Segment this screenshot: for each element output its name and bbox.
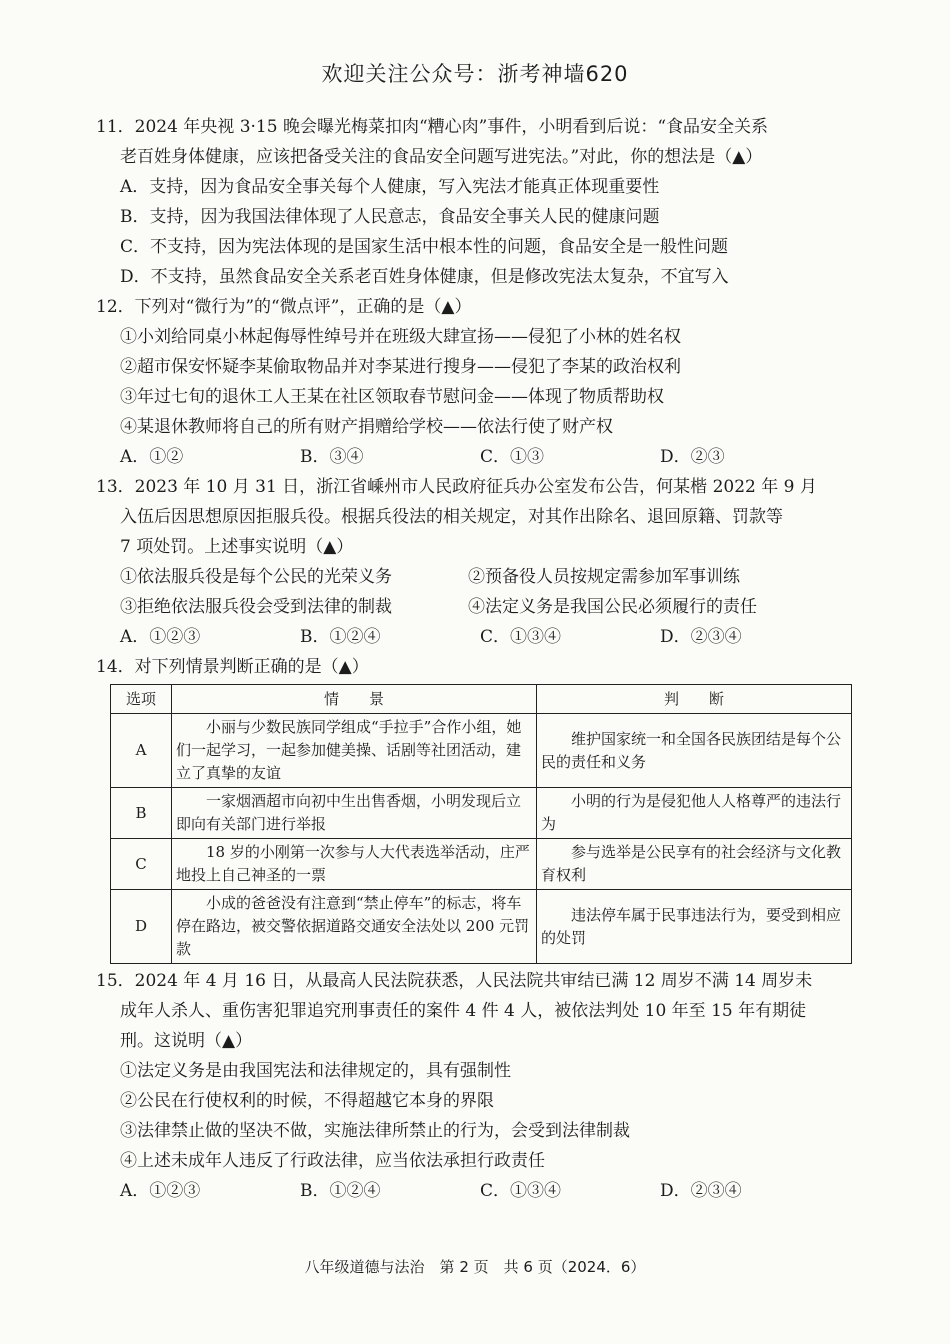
question-15-item-3: ③法律禁止做的坚决不做，实施法律所禁止的行为，会受到法律制裁	[120, 1121, 630, 1141]
page-header: 欢迎关注公众号：浙考神墙620	[321, 62, 629, 86]
question-13-option-d: D．②③④	[660, 627, 742, 647]
question-11	[96, 112, 866, 292]
row-option-label: B	[111, 788, 172, 839]
question-15-item-1: ①法定义务是由我国宪法和法律规定的，具有强制性	[120, 1061, 511, 1081]
row-scene: 小成的爸爸没有注意到“禁止停车”的标志，将车停在路边，被交警依据道路交通安全法处以 200 元罚款	[172, 890, 537, 964]
table-row	[111, 788, 852, 839]
question-13-option-b: B．①②④	[300, 627, 381, 647]
row-scene: 小丽与少数民族同学组成“手拉手”合作小组，她们一起学习，一起参加健美操、话剧等社团活动，建立了真挚的友谊	[172, 714, 537, 788]
question-15-item-2: ②公民在行使权利的时候，不得超越它本身的界限	[120, 1091, 494, 1111]
question-12-option-a: A．①②	[120, 447, 184, 467]
question-13-stem-line-3: 7 项处罚。上述事实说明（▲）	[120, 537, 354, 557]
question-12-options	[96, 442, 866, 472]
table-row	[111, 839, 852, 890]
header-judge: 判 断	[537, 685, 852, 714]
question-13	[96, 472, 866, 652]
question-11-stem-line-1: 11．2024 年央视 3·15 晚会曝光梅菜扣肉“糟心肉”事件，小明看到后说：“食品安全关系	[96, 117, 769, 137]
question-13-options	[96, 622, 866, 652]
row-judgment: 违法停车属于民事违法行为，要受到相应的处罚	[537, 890, 852, 964]
question-13-item-4: ④法定义务是我国公民必须履行的责任	[468, 597, 757, 617]
question-15-stem-line-1: 15．2024 年 4 月 16 日，从最高人民法院获悉，人民法院共审结已满 12 周岁不满 14 周岁未	[96, 971, 813, 991]
question-15-option-a: A．①②③	[120, 1181, 201, 1201]
question-14	[96, 652, 866, 964]
question-11-option-d: D．不支持，虽然食品安全关系老百姓身体健康，但是修改宪法太复杂，不宜写入	[120, 267, 729, 287]
table-header-row	[111, 685, 852, 714]
page-footer: 八年级道德与法治 第 2 页 共 6 页（2024．6）	[304, 1258, 646, 1276]
judgment-table	[110, 684, 852, 964]
row-option-label: D	[111, 890, 172, 964]
question-13-option-a: A．①②③	[120, 627, 201, 647]
question-12-item-2: ②超市保安怀疑李某偷取物品并对李某进行搜身——侵犯了李某的政治权利	[120, 357, 681, 377]
question-14-stem: 14．对下列情景判断正确的是（▲）	[96, 657, 369, 677]
row-judgment: 小明的行为是侵犯他人人格尊严的违法行为	[537, 788, 852, 839]
question-13-stem-line-1: 13．2023 年 10 月 31 日，浙江省嵊州市人民政府征兵办公室发布公告，何某楷 2022 年 9 月	[96, 477, 817, 497]
question-12-item-4: ④某退休教师将自己的所有财产捐赠给学校——依法行使了财产权	[120, 417, 613, 437]
question-11-stem-line-2: 老百姓身体健康，应该把备受关注的食品安全问题写进宪法。”对此，你的想法是（▲）	[120, 147, 763, 167]
question-12-stem: 12．下列对“微行为”的“微点评”，正确的是（▲）	[96, 297, 472, 317]
question-11-option-c: C．不支持，因为宪法体现的是国家生活中根本性的问题，食品安全是一般性问题	[120, 237, 729, 257]
question-15-stem-line-2: 成年人杀人、重伤害犯罪追究刑事责任的案件 4 件 4 人，被依法判处 10 年至 15 年有期徒	[120, 1001, 807, 1021]
exam-page	[96, 112, 866, 1206]
question-15-options	[96, 1176, 866, 1206]
question-12	[96, 292, 866, 472]
question-12-item-1: ①小刘给同桌小林起侮辱性绰号并在班级大肆宣扬——侵犯了小林的姓名权	[120, 327, 681, 347]
question-13-items-row-2	[96, 592, 866, 622]
row-option-label: C	[111, 839, 172, 890]
question-13-stem-line-2: 入伍后因思想原因拒服兵役。根据兵役法的相关规定，对其作出除名、退回原籍、罚款等	[120, 507, 783, 527]
question-13-option-c: C．①③④	[480, 627, 562, 647]
question-15-option-c: C．①③④	[480, 1181, 562, 1201]
question-12-option-b: B．③④	[300, 447, 364, 467]
question-12-option-d: D．②③	[660, 447, 725, 467]
question-13-item-3: ③拒绝依法服兵役会受到法律的制裁	[120, 597, 392, 617]
question-15-option-b: B．①②④	[300, 1181, 381, 1201]
row-scene: 一家烟酒超市向初中生出售香烟，小明发现后立即向有关部门进行举报	[172, 788, 537, 839]
question-15	[96, 966, 866, 1206]
question-15-stem-line-3: 刑。这说明（▲）	[120, 1031, 253, 1051]
table-row	[111, 890, 852, 964]
table-row	[111, 714, 852, 788]
question-12-option-c: C．①③	[480, 447, 545, 467]
question-13-item-2: ②预备役人员按规定需参加军事训练	[468, 567, 740, 587]
header-option: 选项	[111, 685, 172, 714]
question-12-item-3: ③年过七旬的退休工人王某在社区领取春节慰问金——体现了物质帮助权	[120, 387, 664, 407]
row-scene: 18 岁的小刚第一次参与人大代表选举活动，庄严地投上自己神圣的一票	[172, 839, 537, 890]
question-15-item-4: ④上述未成年人违反了行政法律，应当依法承担行政责任	[120, 1151, 545, 1171]
question-11-option-b: B．支持，因为我国法律体现了人民意志，食品安全事关人民的健康问题	[120, 207, 660, 227]
question-13-items-row-1	[96, 562, 866, 592]
header-scene: 情 景	[172, 685, 537, 714]
row-judgment: 维护国家统一和全国各民族团结是每个公民的责任和义务	[537, 714, 852, 788]
question-11-option-a: A．支持，因为食品安全事关每个人健康，写入宪法才能真正体现重要性	[120, 177, 660, 197]
row-option-label: A	[111, 714, 172, 788]
row-judgment: 参与选举是公民享有的社会经济与文化教育权利	[537, 839, 852, 890]
question-13-item-1: ①依法服兵役是每个公民的光荣义务	[120, 567, 392, 587]
question-15-option-d: D．②③④	[660, 1181, 742, 1201]
